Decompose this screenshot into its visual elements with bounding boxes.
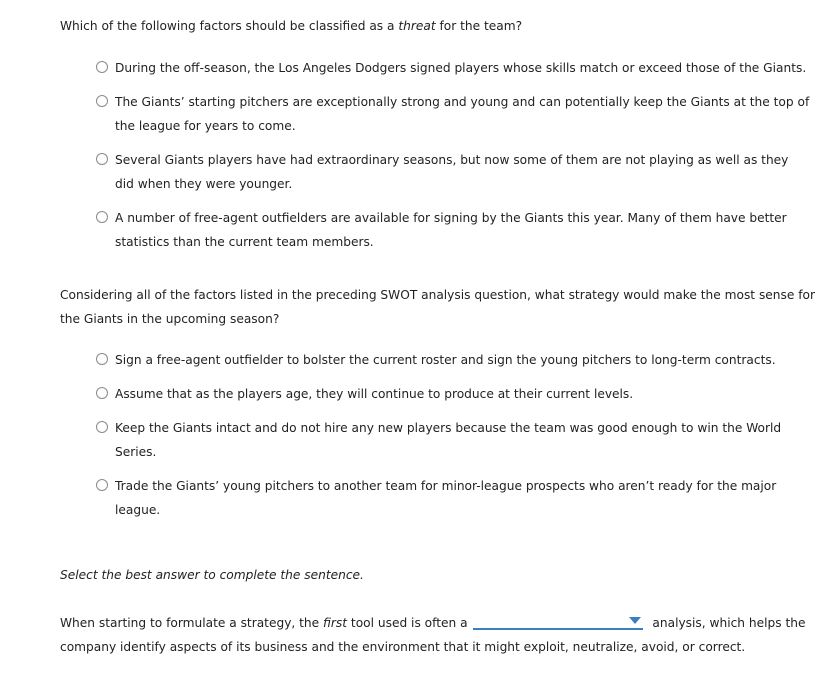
q2-option-4-label: Trade the Giants’ young pitchers to another team for minor-league prospects who aren’t ready for the major league.	[115, 479, 777, 517]
q2-option-1-label: Sign a free-agent outfielder to bolster the current roster and sign the young pitchers to long-term contracts.	[115, 353, 776, 367]
q1-option-3-label: Several Giants players have had extraordinary seasons, but now some of them are not playing as well as they did when they were younger.	[115, 153, 789, 191]
sentence-middle: tool used is often a	[347, 616, 468, 630]
sentence-suffix: analysis, which helps the company identify aspects of its business and the environment that it might exploit, neutralize, avoid, or correct.	[60, 616, 806, 654]
q2-option-3-label: Keep the Giants intact and do not hire any new players because the team was good enough to win the World Series.	[115, 421, 782, 459]
radio-button[interactable]	[96, 211, 108, 223]
q1-option-4-label: A number of free-agent outfielders are available for signing by the Giants this year. Many of them have better statistics than the current team members.	[115, 211, 787, 249]
sentence-emphasis: first	[323, 616, 348, 630]
question-1-prompt	[60, 14, 820, 38]
question-1-suffix: for the team?	[435, 19, 523, 33]
radio-button[interactable]	[96, 95, 108, 107]
chevron-down-icon[interactable]	[629, 617, 641, 624]
radio-button[interactable]	[96, 421, 108, 433]
sentence-prefix: When starting to formulate a strategy, the	[60, 616, 324, 630]
q1-option-2-label: The Giants’ starting pitchers are exceptionally strong and young and can potentially keep the Giants at the top of the league for years to come.	[115, 95, 810, 133]
question-1-emphasis: threat	[398, 19, 436, 33]
radio-button[interactable]	[96, 153, 108, 165]
question-2-prompt: Considering all of the factors listed in the preceding SWOT analysis question, what strategy would make the most sense for the Giants in the upcoming season?	[60, 288, 816, 326]
q2-option-4[interactable]	[96, 474, 811, 522]
question-3-sentence	[60, 611, 820, 659]
question-1-prefix: Which of the following factors should be classified as a	[60, 19, 399, 33]
q2-option-2[interactable]	[96, 382, 811, 406]
q1-option-3[interactable]	[96, 148, 811, 196]
q1-option-1[interactable]	[96, 56, 811, 80]
q1-option-2[interactable]	[96, 90, 811, 138]
q2-option-3[interactable]	[96, 416, 811, 464]
q2-option-1[interactable]	[96, 348, 811, 372]
analysis-dropdown[interactable]	[473, 614, 643, 630]
q1-option-1-label: During the off-season, the Los Angeles Dodgers signed players whose skills match or exceed those of the Giants.	[115, 61, 807, 75]
radio-button[interactable]	[96, 353, 108, 365]
q1-option-4[interactable]	[96, 206, 811, 254]
radio-button[interactable]	[96, 387, 108, 399]
q2-option-2-label: Assume that as the players age, they will continue to produce at their current levels.	[115, 387, 634, 401]
radio-button[interactable]	[96, 61, 108, 73]
question-3-instruction: Select the best answer to complete the sentence.	[60, 568, 364, 582]
radio-button[interactable]	[96, 479, 108, 491]
